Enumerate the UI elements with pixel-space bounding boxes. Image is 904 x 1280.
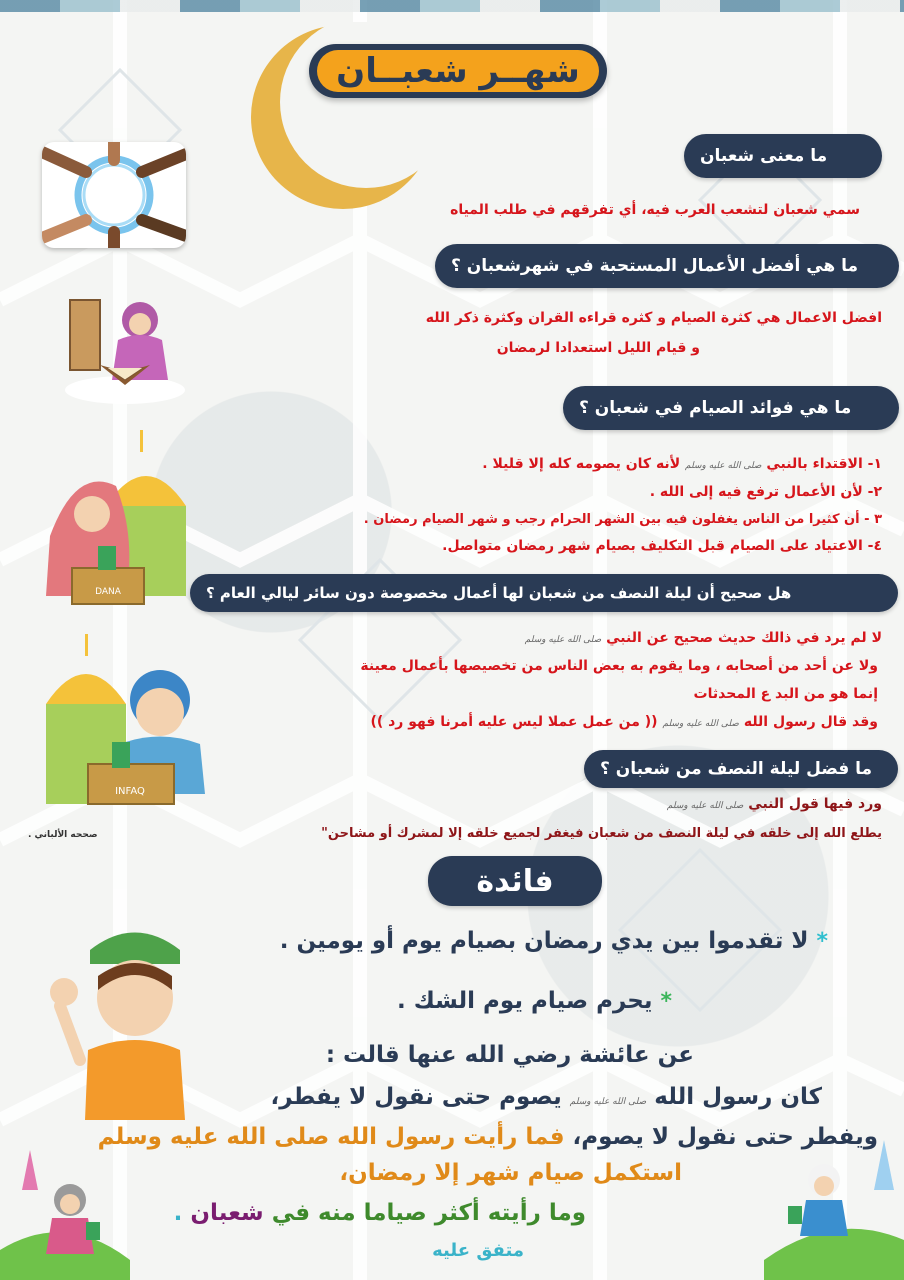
girl-reading-corner-illustration (0, 1150, 130, 1280)
pbuh-calligraphy: صلى الله عليه وسلم (662, 719, 739, 729)
hands-water-illustration (42, 142, 186, 248)
pbuh-calligraphy: صلى الله عليه وسلم (666, 801, 744, 811)
question-mid-shaban: هل صحيح أن ليلة النصف من شعبان لها أعمال مخصوصة دون سائر ليالي العام ؟ (190, 574, 898, 612)
girl-mosque-charity-illustration (36, 426, 196, 606)
benefit-source: متفق عليه (432, 1240, 524, 1261)
answer-best-deeds-line1: افضل الاعمال هي كثرة الصيام و كثره قراءه القران وكثرة ذكر الله (425, 310, 882, 326)
boy-reading-corner-illustration (764, 1140, 904, 1280)
svg-text:INFAQ: INFAQ (115, 786, 145, 797)
benefit-line4: كان رسول الله صلى الله عليه وسلم يصوم حتى نقول لا يفطر، (270, 1084, 822, 1110)
virtue-line2: يطلع الله إلى خلقه في ليلة النصف من شعبان فيغفر لجميع خلقه إلا لمشرك أو مشاحن" (321, 826, 882, 841)
boy-mosque-charity-illustration (40, 634, 210, 814)
benefit-item-2: ٢- لأن الأعمال ترفع فيه إلى الله . (649, 484, 882, 500)
top-decorative-strip (0, 0, 904, 12)
asterisk-icon: * (660, 989, 672, 1014)
answer-best-deeds-line2: و قيام الليل استعدادا لرمضان (496, 340, 700, 356)
pbuh-calligraphy: صلى الله عليه وسلم (685, 461, 762, 471)
pbuh-calligraphy: صلى الله عليه وسلم (569, 1097, 647, 1107)
benefit-item-4: ٤- الاعتياد على الصيام قبل التكليف بصيام شهر رمضان متواصل. (442, 538, 882, 554)
benefit-line2: * يحرم صيام يوم الشك . (396, 988, 672, 1014)
benefit-item-1: ١- الاقتداء بالنبي صلى الله عليه وسلم لأنه كان يصومه كله إلا قليلا . (482, 456, 882, 472)
mid-shaban-line1: لا لم يرد في ذالك حديث صحيح عن النبي صلى الله عليه وسلم (524, 630, 882, 646)
benefit-line3: عن عائشة رضي الله عنها قالت : (325, 1042, 694, 1068)
question-best-deeds: ما هي أفضل الأعمال المستحبة في شهرشعبان ؟ (435, 244, 899, 288)
page-title (309, 44, 607, 98)
question-virtue: ما فضل ليلة النصف من شعبان ؟ (584, 750, 898, 788)
virtue-source: صححه الألباني . (28, 830, 98, 840)
girl-reading-quran-illustration (60, 290, 190, 410)
asterisk-icon: * (816, 929, 828, 954)
mid-shaban-line4: وقد قال رسول الله صلى الله عليه وسلم (( من عمل عملا ليس عليه أمرنا فهو رد )) (370, 714, 878, 730)
boy-ok-gesture-illustration (40, 920, 190, 1120)
svg-text:DANA: DANA (95, 587, 121, 597)
question-meaning: ما معنى شعبان (684, 134, 882, 178)
mid-shaban-line2: ولا عن أحد من أصحابه ، وما يقوم به بعض الناس من تخصيصها بأعمال معينة (360, 658, 878, 674)
benefit-line5: ويفطر حتى نقول لا يصوم، فما رأيت رسول الله صلى الله عليه وسلم (97, 1124, 878, 1150)
benefit-line1: * لا تقدموا بين يدي رمضان بصيام يوم أو يومين . (279, 928, 828, 954)
page-title-text: شهــر شعبــان (317, 50, 599, 92)
question-fasting-benefits: ما هي فوائد الصيام في شعبان ؟ (563, 386, 899, 430)
benefit-item-3: ٣ - أن كثيرا من الناس يغفلون فيه بين الشهر الحرام رجب و شهر الصيام رمضان . (363, 512, 882, 527)
benefit-heading: فائدة (428, 856, 602, 906)
benefit-line7: وما رأيته أكثر صياما منه في شعبان . (173, 1200, 586, 1226)
mid-shaban-line3: إنما هو من البد ع المحدثات (693, 686, 878, 702)
pbuh-calligraphy: صلى الله عليه وسلم (524, 635, 602, 645)
benefit-line6: استكمل صيام شهر إلا رمضان، (339, 1160, 682, 1186)
virtue-line1: ورد فيها قول النبي صلى الله عليه وسلم (666, 796, 882, 812)
answer-meaning: سمي شعبان لتشعب العرب فيه، أي تفرقهم في طلب المياه (450, 202, 860, 218)
